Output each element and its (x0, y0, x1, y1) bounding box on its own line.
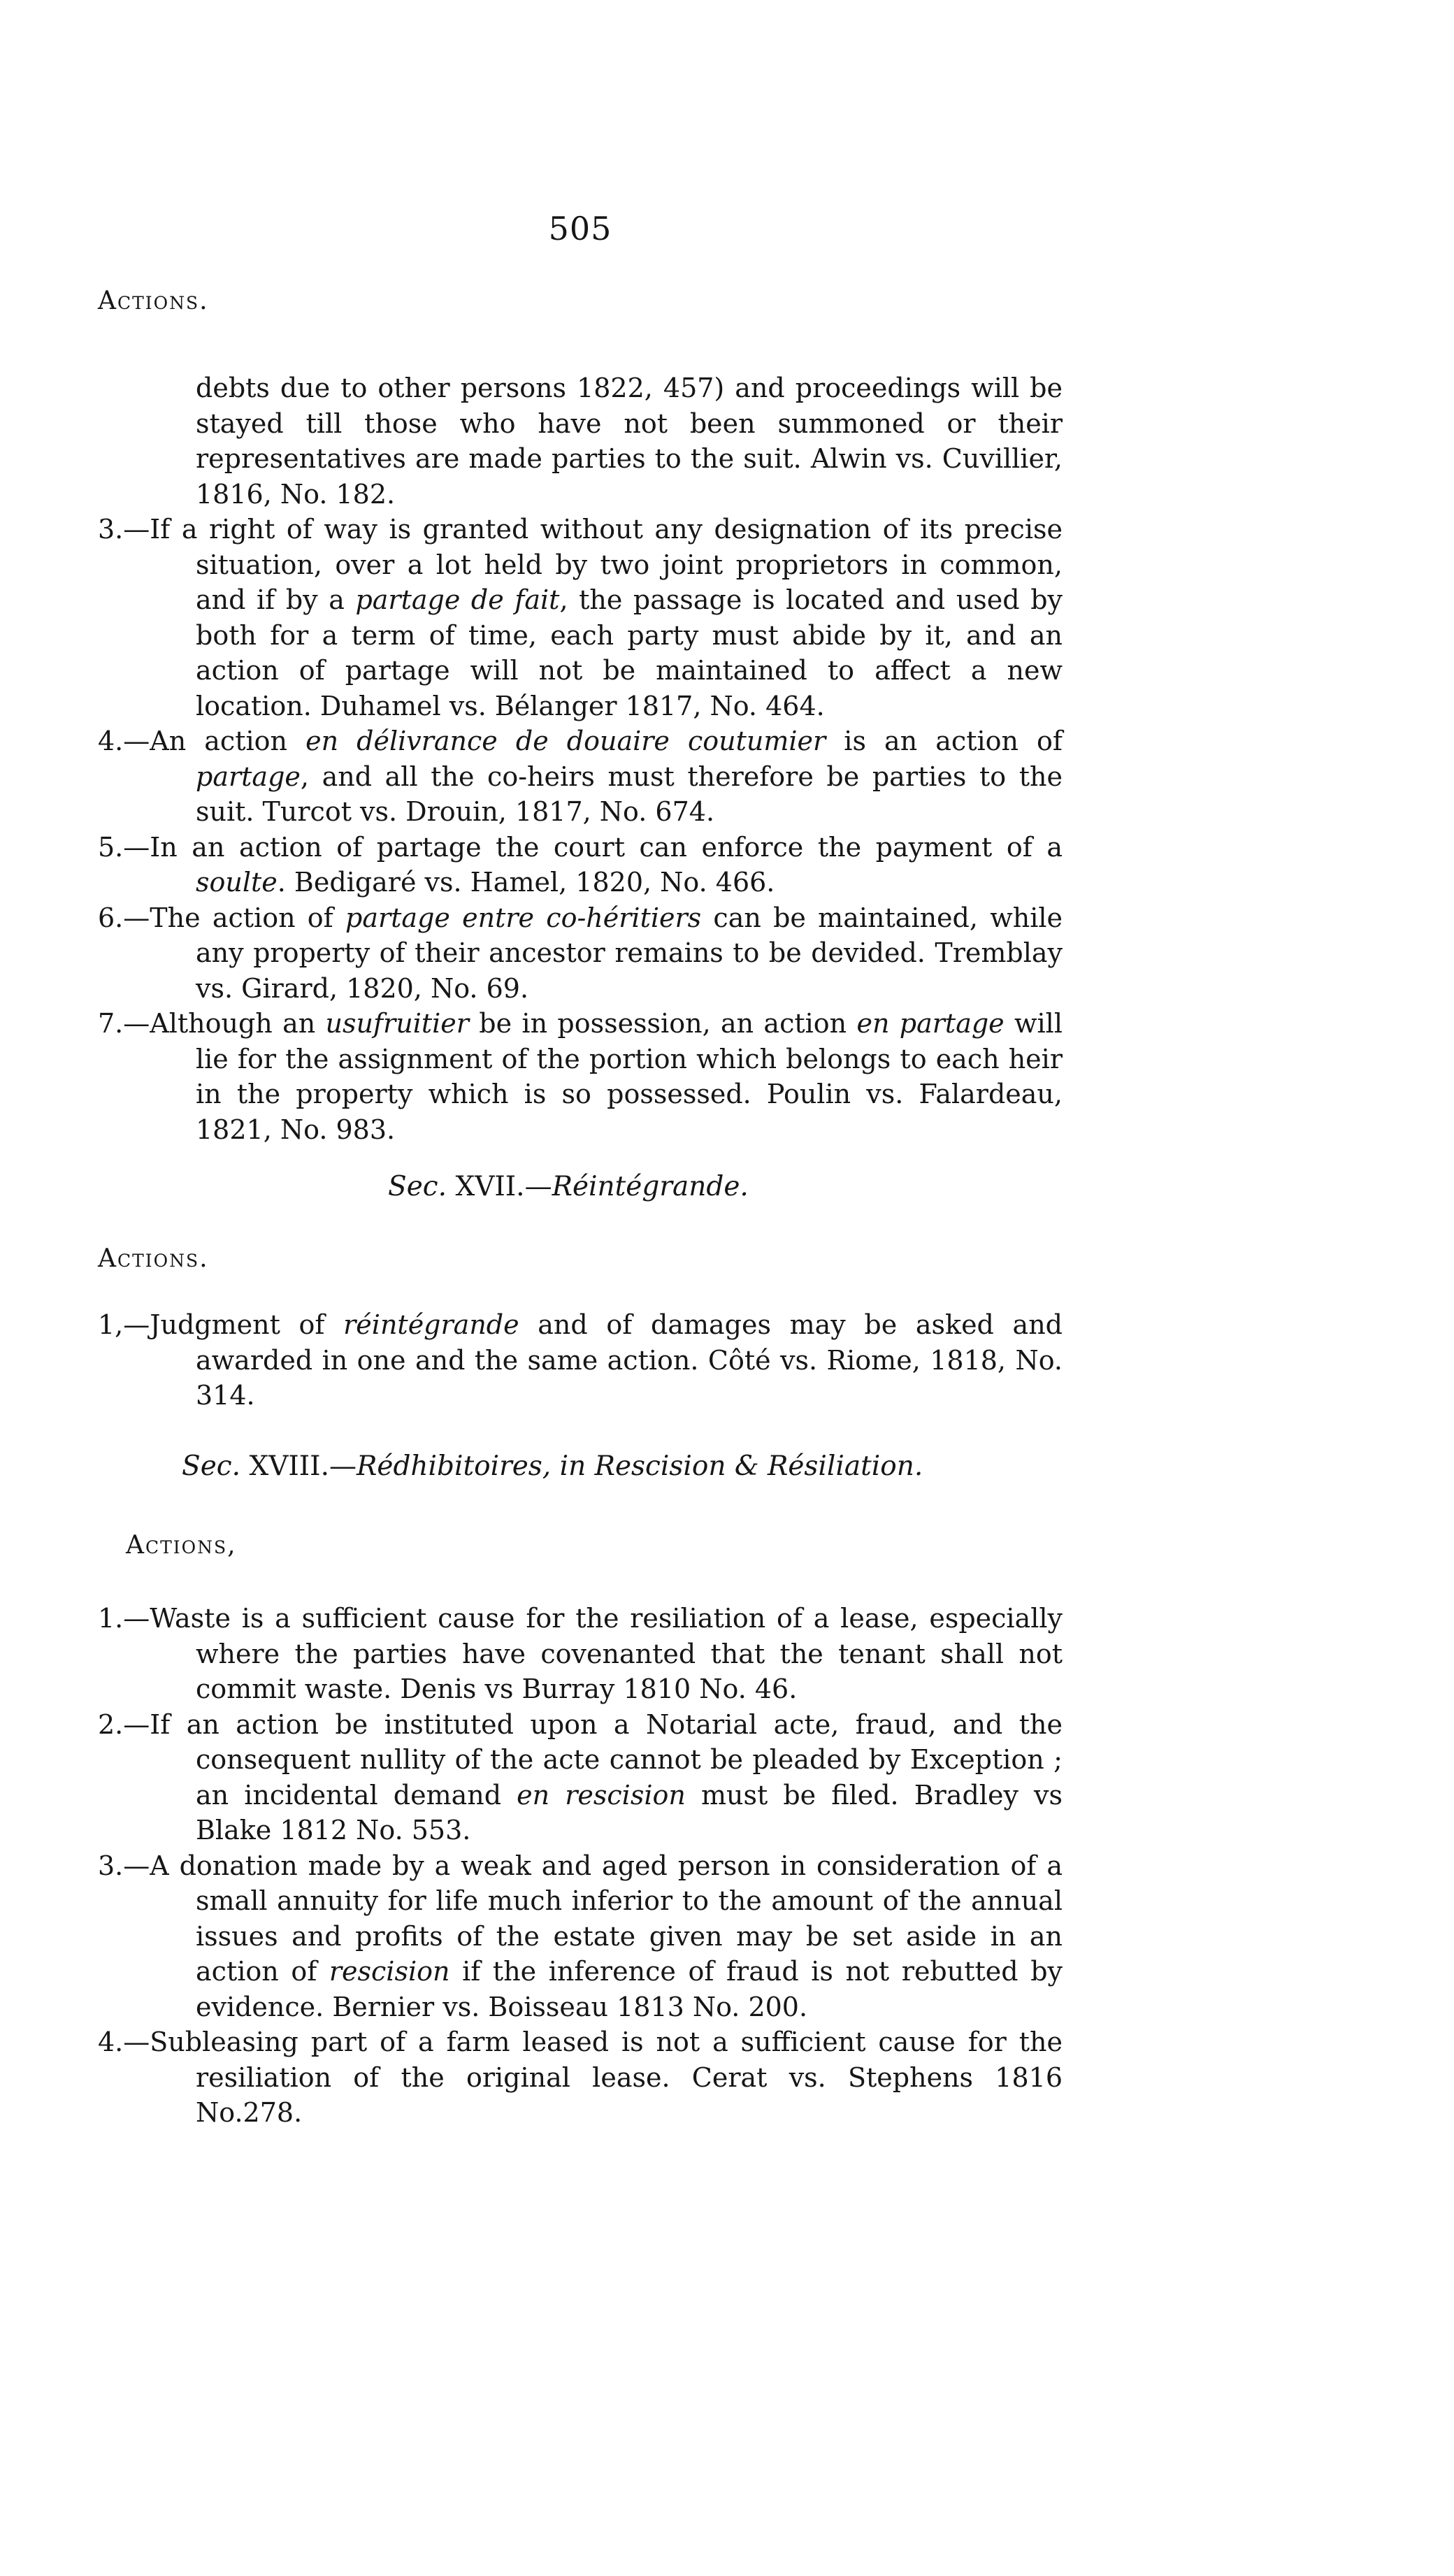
entry-paragraph (98, 1307, 1063, 1413)
entry-italic-term: en partage (856, 1008, 1005, 1039)
entry-paragraph (98, 1848, 1063, 2025)
entry-text: , and all the co-heirs must therefore be parties to the suit. Turcot vs. Drouin, 1817, No. 674. (196, 761, 1063, 827)
entry-paragraph (98, 830, 1063, 900)
entry-italic-term: rescision (329, 1956, 450, 1987)
entries-block-c (98, 1601, 1063, 2131)
section-xvii-name: Réintégrande. (552, 1171, 749, 1202)
entry-italic-term: en rescision (517, 1779, 686, 1811)
entry-number: 3.— (98, 514, 150, 545)
entry-paragraph (98, 724, 1063, 830)
section-xvii-title (388, 1171, 749, 1202)
entry-text: A donation made by a weak and aged person in consideration of a small annuity for life much inferior to the amount of the annual issues and profits of the estate given may be set aside in an action of (150, 1850, 1063, 1987)
entry-italic-term: partage entre co-héritiers (345, 902, 702, 933)
entry-text: Subleasing part of a farm leased is not a sufficient cause for the resiliation of the original lease. Cerat vs. Stephens 1816 No.278. (150, 2027, 1063, 2128)
entry-text: If a right of way is granted without any designation of its precise situation, over a lot held by two joint proprietors in common, and if by a (150, 514, 1063, 615)
entry-text: , the passage is located and used by both for a term of time, each party must abide by it, and an action of partage will not be maintained to affect a new location. Duhamel vs. Bélanger 1817, No. 464. (196, 584, 1063, 721)
entry-text: Judgment of (150, 1309, 344, 1340)
section-xvii-prefix: Sec. (388, 1171, 447, 1202)
entry-number: 7.— (98, 1008, 150, 1039)
entry-italic-term: partage (196, 761, 301, 792)
entry-number: 6.— (98, 902, 150, 933)
entry-italic-term: soulte (196, 867, 278, 898)
entry-text: be in possession, an action (468, 1008, 857, 1039)
entry-number: 2.— (98, 1708, 150, 1740)
section-xvii-numeral: XVII.— (447, 1171, 552, 1202)
entry-paragraph (98, 2024, 1063, 2131)
entry-text: is an action of (826, 726, 1063, 756)
section-xviii-prefix: Sec. (182, 1451, 241, 1482)
entry-paragraph (98, 512, 1063, 724)
entry-text: must be filed. Bradley vs Blake 1812 No. 553. (196, 1779, 1063, 1845)
heading-actions-3: Actions, (126, 1531, 237, 1560)
section-xviii-name: Rédhibitoires, in Rescision & Résiliation. (357, 1451, 923, 1482)
entry-text: . Bedigaré vs. Hamel, 1820, No. 466. (277, 867, 775, 898)
entry-text: if the inference of fraud is not rebutted by evidence. Bernier vs. Boisseau 1813 No. 200. (196, 1956, 1063, 2022)
entry-list-reintegrande (98, 1307, 1063, 1413)
entry-number: 4.— (98, 726, 150, 756)
entry-italic-term: partage de fait (355, 584, 560, 615)
entry-list-partage (98, 512, 1063, 1147)
entry-text: will lie for the assignment of the portion which belongs to each heir in the property which is so possessed. Poulin vs. Falardeau, 1821, No. 983. (196, 1008, 1063, 1145)
entries-block-b (98, 1307, 1063, 1413)
entry-text: In an action of partage the court can enforce the payment of a (150, 831, 1063, 863)
entry-number: 4.— (98, 2027, 150, 2057)
entry-text: An action (150, 726, 306, 756)
entry-text: can be maintained, while any property of their ancestor remains to be devided. Tremblay vs. Girard, 1820, No. 69. (196, 902, 1063, 1004)
entry-italic-term: usufruitier (325, 1008, 469, 1039)
section-xviii-title (182, 1451, 923, 1482)
entry-text: The action of (150, 902, 346, 933)
entry-paragraph (98, 1601, 1063, 1707)
entry-text: Waste is a sufficient cause for the resiliation of a lease, especially where the parties have covenanted that the tenant shall not commit waste. Denis vs Burray 1810 No. 46. (150, 1603, 1063, 1704)
page-number: 505 (548, 210, 612, 247)
entry-italic-term: réintégrande (343, 1309, 519, 1340)
entry-number: 1.— (98, 1603, 150, 1634)
entry-number: 1,— (98, 1309, 150, 1340)
entry-number: 3.— (98, 1850, 150, 1881)
entry-italic-term: en délivrance de douaire coutumier (305, 726, 826, 756)
entries-block-a (98, 370, 1063, 1147)
heading-actions-1: Actions. (98, 287, 209, 315)
entry-paragraph (98, 1707, 1063, 1848)
entry-number: 5.— (98, 831, 150, 863)
continuation-paragraph: debts due to other persons 1822, 457) and proceedings will be stayed till those who have not been summoned or their representatives are made parties to the suit. Alwin vs. Cuvillier, 1816, No. 182. (196, 373, 1063, 510)
entry-list-rescision (98, 1601, 1063, 2131)
entry-paragraph (98, 1006, 1063, 1147)
entry-paragraph (98, 900, 1063, 1007)
entry-text: Although an (150, 1008, 326, 1039)
entry-text: If an action be instituted upon a Notarial acte, fraud, and the consequent nullity of the acte cannot be pleaded by Exception ; an incidental demand (150, 1708, 1063, 1811)
section-xviii-numeral: XVIII.— (240, 1451, 357, 1482)
entry-text: and of damages may be asked and awarded in one and the same action. Côté vs. Riome, 1818, No. 314. (196, 1309, 1063, 1411)
heading-actions-2: Actions. (98, 1244, 209, 1273)
